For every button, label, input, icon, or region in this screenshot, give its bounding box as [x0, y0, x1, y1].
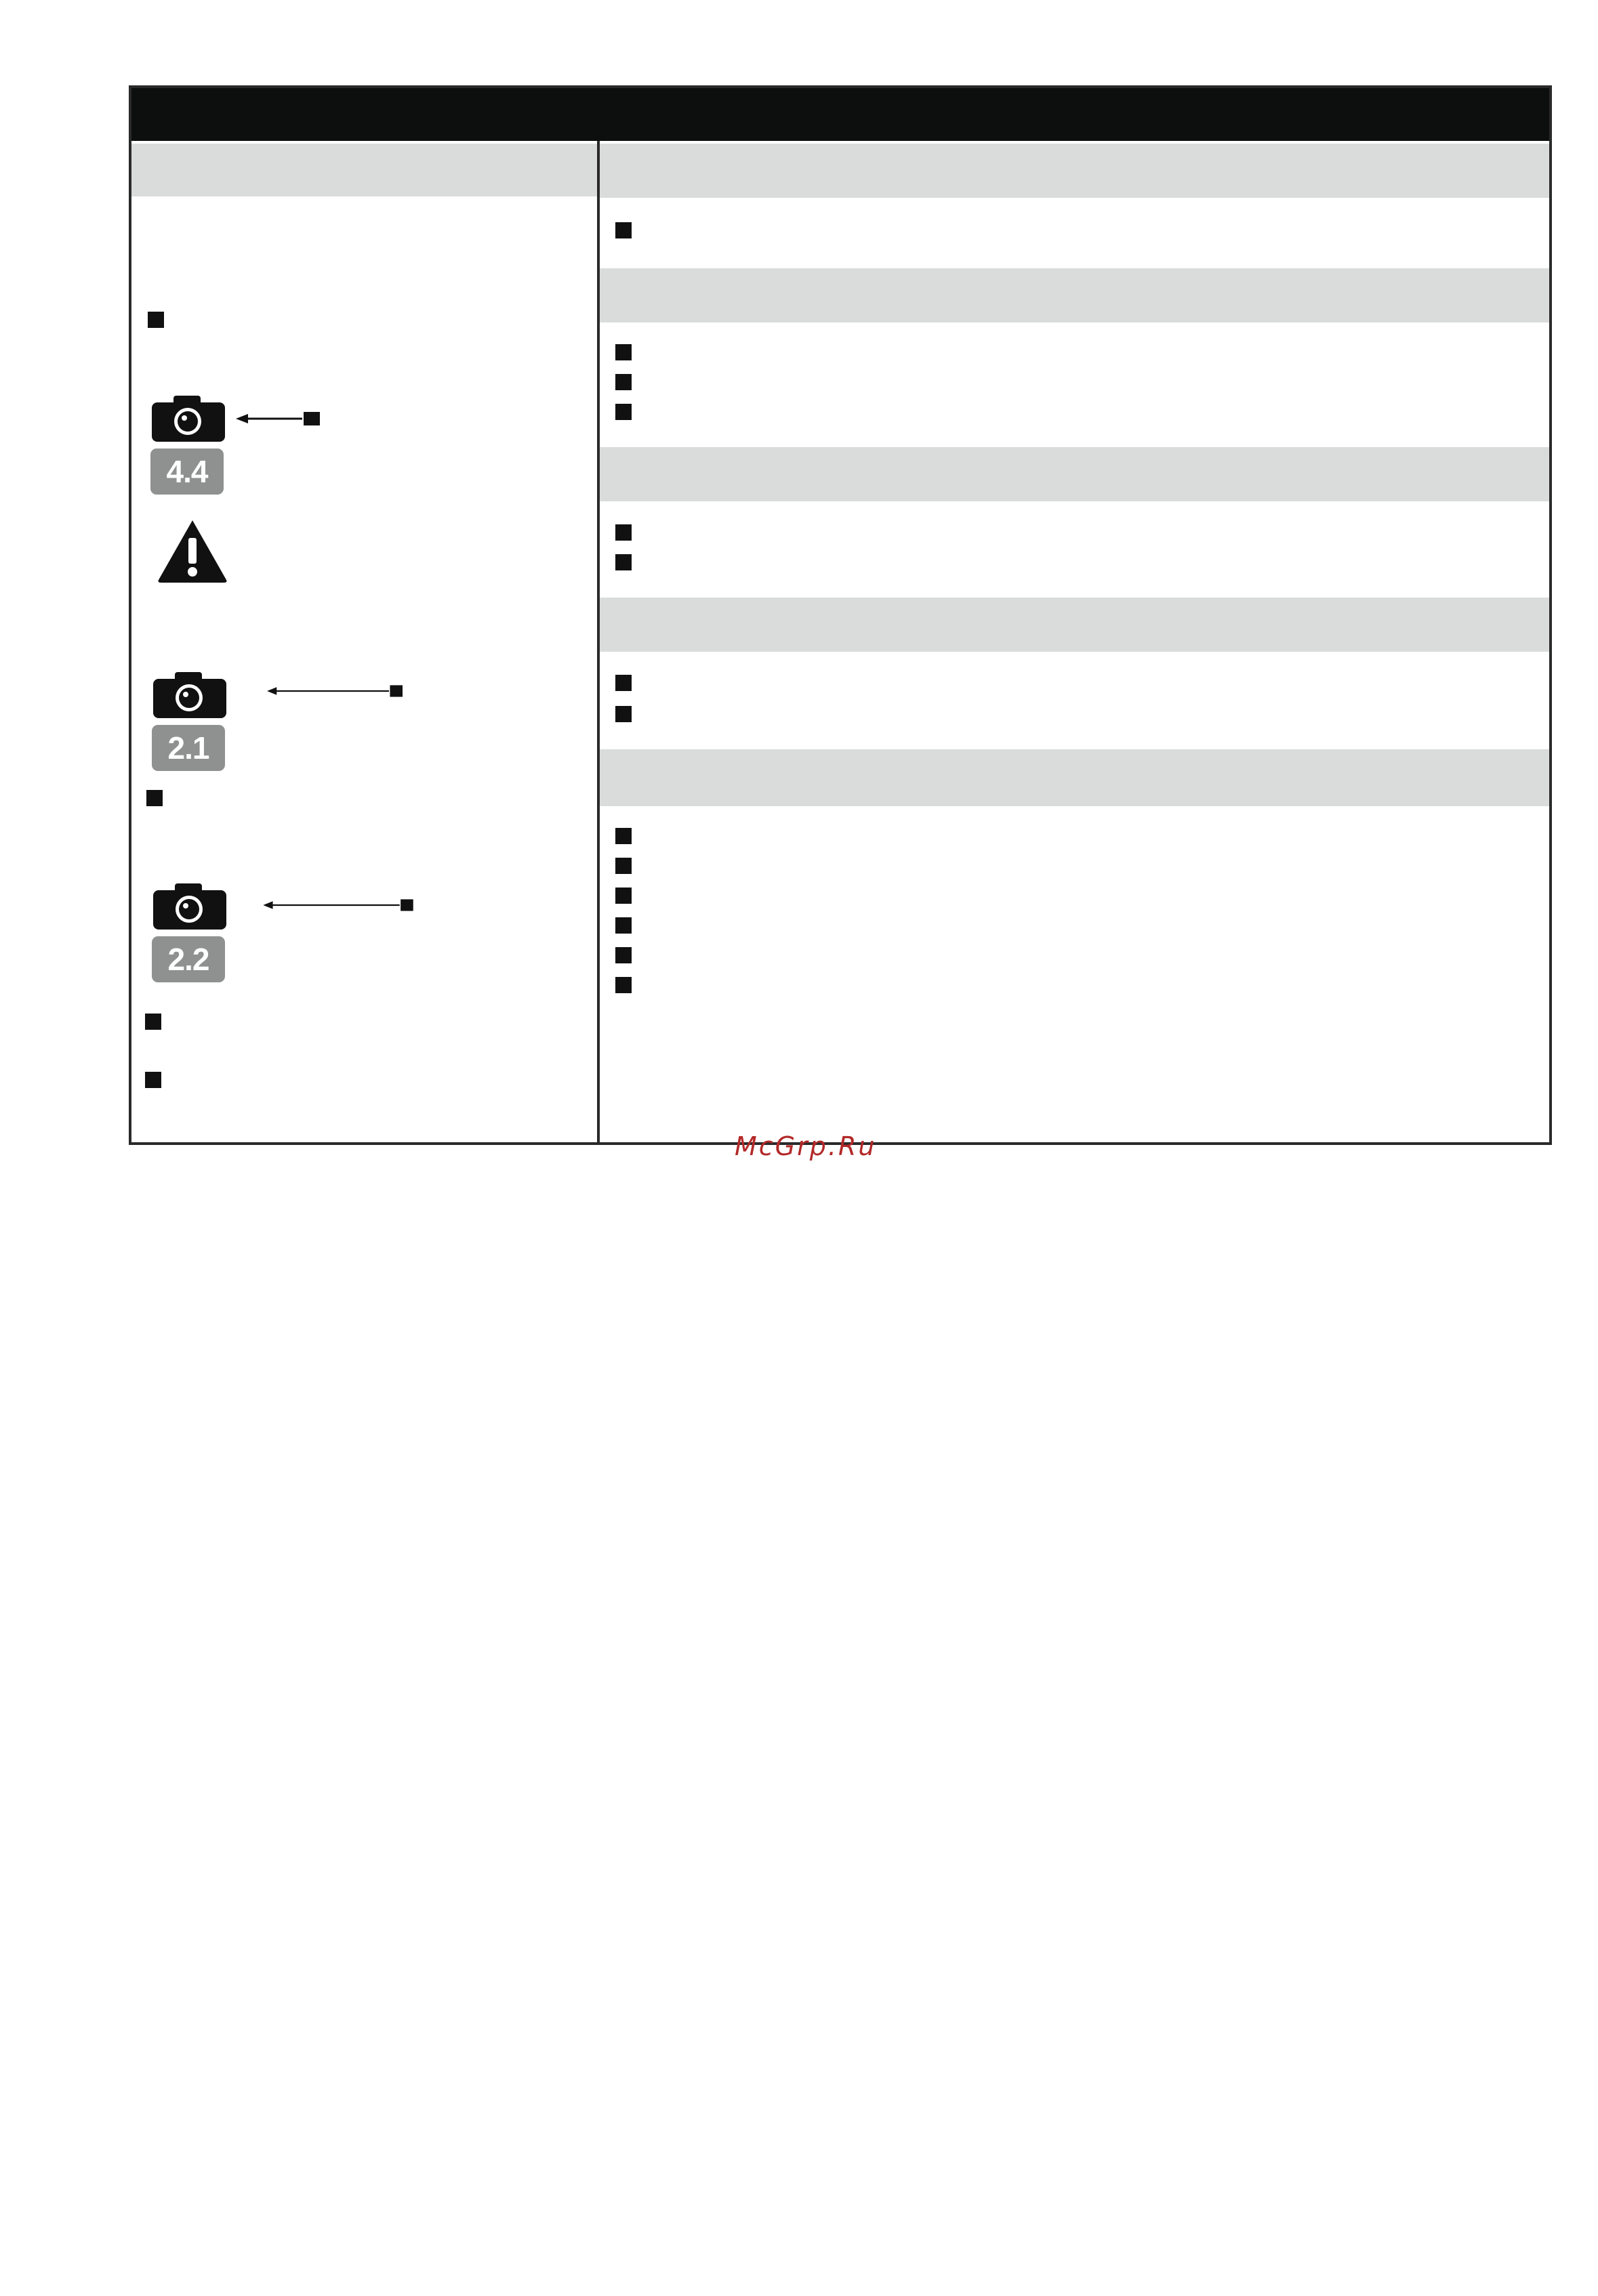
- section-band-2: [600, 268, 1549, 322]
- left-column-header-band: [131, 144, 597, 196]
- square-bullet-icon: [615, 554, 632, 570]
- watermark: McGrp.Ru: [735, 1131, 877, 1161]
- square-bullet-icon: [145, 1072, 161, 1088]
- photo-reference-badge: 2.1: [152, 725, 225, 771]
- square-bullet-icon: [615, 675, 632, 691]
- square-bullet-icon: [615, 344, 632, 360]
- document-table: [129, 85, 1552, 1145]
- section-band-1: [600, 144, 1549, 198]
- camera-icon: [152, 671, 228, 719]
- square-bullet-icon: [615, 917, 632, 934]
- camera-icon: [150, 394, 226, 443]
- square-bullet-icon: [615, 374, 632, 390]
- section-band-4: [600, 598, 1549, 652]
- square-bullet-icon: [615, 858, 632, 874]
- square-bullet-icon: [615, 404, 632, 420]
- section-band-5: [600, 749, 1549, 806]
- square-bullet-icon: [145, 1014, 161, 1030]
- square-bullet-icon: [615, 222, 632, 238]
- square-bullet-icon: [615, 888, 632, 904]
- table-header-bar: [131, 88, 1549, 141]
- photo-reference-badge: 4.4: [150, 448, 224, 495]
- left-arrow-pointer: [233, 898, 443, 912]
- photo-reference-badge: 2.2: [152, 936, 225, 982]
- square-bullet-icon: [615, 706, 632, 722]
- square-bullet-icon: [615, 524, 632, 541]
- square-bullet-icon: [615, 977, 632, 993]
- left-arrow-pointer: [236, 412, 321, 425]
- section-band-3: [600, 447, 1549, 501]
- camera-icon: [152, 882, 228, 931]
- left-arrow-pointer: [240, 684, 430, 698]
- square-bullet-icon: [615, 828, 632, 844]
- warning-triangle-icon: [156, 518, 229, 584]
- square-bullet-icon: [146, 790, 163, 806]
- square-bullet-icon: [615, 947, 632, 963]
- square-bullet-icon: [148, 312, 164, 328]
